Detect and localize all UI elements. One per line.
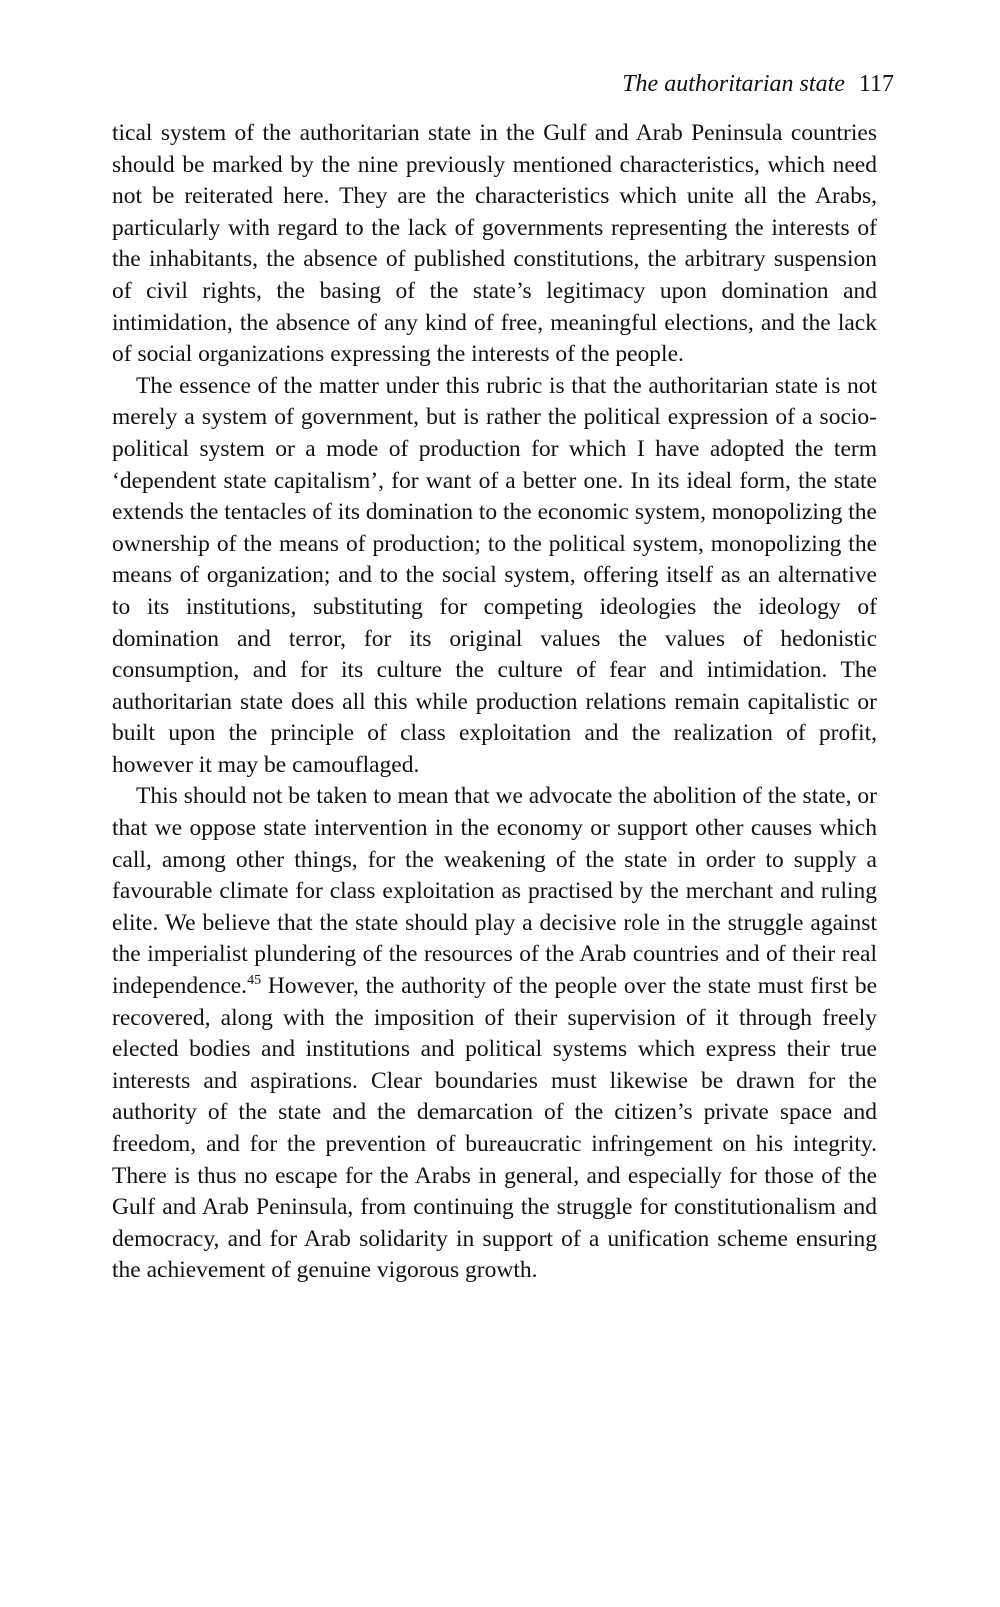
page-number: 117 (858, 71, 894, 97)
paragraph-state-role (112, 781, 877, 1287)
paragraph-text-after-note: However, the authority of the people over the state must first be recovered, along with the imposition of their supervision of it through freely elected bodies and institutions and political systems which express their true interests and aspirations. Clear boundaries must likewise be drawn for the authority of the state and the demarcation of the citizen’s private space and freedom, and for the prevention of bureaucratic infringement on his integrity. There is thus no escape for the Arabs in general, and especially for those of the Gulf and Arab Peninsula, from continuing the struggle for constitutionalism and democracy, and for Arab solidarity in support of a unification scheme ensuring the achievement of genuine vigorous growth. (112, 973, 877, 1284)
paragraph-continuation: tical system of the authoritarian state in the Gulf and Arab Peninsula countries should be marked by the nine previously mentioned characteristics, which need not be reiterated here. They are the characteristics which unite all the Arabs, particularly with regard to the lack of governments representing the interests of the inhabitants, the absence of published constitutions, the arbitrary suspension of civil rights, the basing of the state’s legitimacy upon domination and intimidation, the absence of any kind of free, meaningful elections, and the lack of social organizations expressing the interests of the people. (112, 120, 877, 368)
running-head-title: The authoritarian state (622, 71, 845, 97)
paragraph-essence: The essence of the matter under this rubric is that the authoritarian state is not merely a system of government, but is rather the political expression of a socio-political system or a mode of production for which I have adopted the term ‘dependent state capitalism’, for want of a better one. In its ideal form, the state extends the tentacles of its domination to the economic system, monopolizing the ownership of the means of production; to the political system, monopolizing the means of organization; and to the social system, offering itself as an alternative to its institutions, substituting for competing ideologies the ideology of domination and terror, for its original values the values of hedonistic consumption, and for its culture the culture of fear and intimidation. The authoritarian state does all this while production relations remain capitalistic or built upon the principle of class exploitation and the realization of profit, however it may be camouflaged. (112, 372, 877, 778)
paragraph-text-before-note: This should not be taken to mean that we advocate the abolition of the state, or that we oppose state intervention in the economy or support other causes which call, among other things, for the weakening of the state in order to supply a favourable climate for class exploitation as practised by the merchant and ruling elite. We believe that the state should play a decisive role in the struggle against the imperialist plundering of the resources of the Arab countries and of their real independence. (112, 783, 877, 1000)
footnote-reference: 45 (247, 973, 262, 989)
running-head (622, 70, 894, 98)
body-text (112, 118, 877, 1287)
